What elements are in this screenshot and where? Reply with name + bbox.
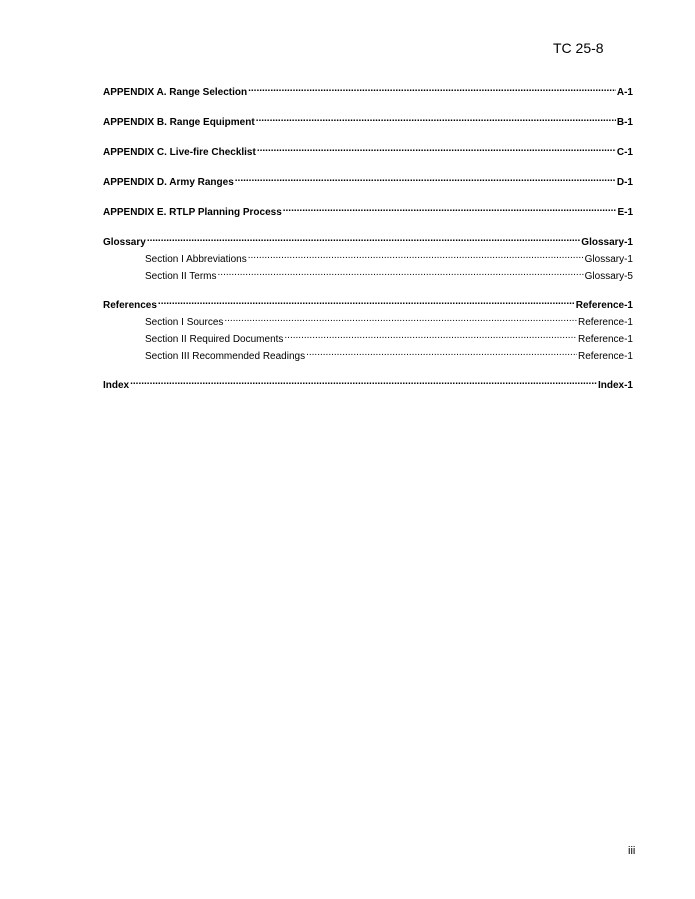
- table-of-contents: [103, 82, 633, 392]
- toc-entry-page: Glossary-1: [584, 254, 633, 265]
- toc-entry-page: Reference-1: [577, 351, 633, 362]
- document-number: TC 25-8: [553, 40, 604, 56]
- toc-entry-references-recommended-readings[interactable]: [103, 346, 633, 363]
- toc-entry-page: Index-1: [597, 380, 633, 391]
- toc-entry-page: Glossary-1: [581, 237, 633, 248]
- dot-leader: [256, 112, 616, 125]
- toc-entry-page: E-1: [617, 207, 633, 218]
- toc-entry-appendix-d[interactable]: [103, 172, 633, 189]
- dot-leader: [248, 249, 584, 262]
- toc-entry-page: C-1: [616, 147, 633, 158]
- toc-entry-appendix-c[interactable]: [103, 142, 633, 159]
- toc-entry-label: APPENDIX B. Range Equipment: [103, 117, 255, 128]
- toc-entry-appendix-a[interactable]: [103, 82, 633, 99]
- dot-leader: [147, 232, 580, 245]
- toc-entry-label: APPENDIX C. Live-fire Checklist: [103, 147, 256, 158]
- toc-entry-page: D-1: [616, 177, 633, 188]
- toc-entry-references[interactable]: [103, 295, 633, 312]
- dot-leader: [306, 346, 577, 359]
- toc-entry-appendix-b[interactable]: [103, 112, 633, 129]
- toc-entry-glossary[interactable]: [103, 232, 633, 249]
- toc-entry-label: APPENDIX A. Range Selection: [103, 87, 248, 98]
- toc-entry-label: Index: [103, 380, 130, 391]
- dot-leader: [130, 375, 597, 388]
- toc-entry-glossary-terms[interactable]: [103, 266, 633, 283]
- toc-entry-references-sources[interactable]: [103, 312, 633, 329]
- toc-entry-page: Reference-1: [577, 334, 633, 345]
- toc-entry-page: Reference-1: [577, 317, 633, 328]
- toc-entry-page: B-1: [616, 117, 633, 128]
- dot-leader: [257, 142, 616, 155]
- dot-leader: [284, 329, 577, 342]
- toc-entry-label: Section I Abbreviations: [145, 254, 247, 265]
- toc-entry-label: APPENDIX D. Army Ranges: [103, 177, 234, 188]
- toc-entry-index[interactable]: [103, 375, 633, 392]
- toc-entry-label: Section II Required Documents: [145, 334, 284, 345]
- toc-entry-glossary-abbreviations[interactable]: [103, 249, 633, 266]
- dot-leader: [248, 82, 616, 95]
- toc-entry-label: References: [103, 300, 157, 311]
- toc-entry-page: Glossary-5: [584, 271, 633, 282]
- toc-entry-appendix-e[interactable]: [103, 202, 633, 219]
- toc-entry-label: APPENDIX E. RTLP Planning Process: [103, 207, 282, 218]
- toc-entry-label: Section I Sources: [145, 317, 224, 328]
- toc-entry-label: Section III Recommended Readings: [145, 351, 306, 362]
- toc-entry-label: Glossary: [103, 237, 146, 248]
- toc-entry-page: Reference-1: [575, 300, 633, 311]
- dot-leader: [283, 202, 617, 215]
- dot-leader: [218, 266, 584, 279]
- toc-entry-references-required-documents[interactable]: [103, 329, 633, 346]
- page-number: iii: [628, 845, 636, 857]
- toc-entry-label: Section II Terms: [145, 271, 217, 282]
- toc-entry-page: A-1: [616, 87, 633, 98]
- dot-leader: [235, 172, 616, 185]
- dot-leader: [224, 312, 577, 325]
- dot-leader: [158, 295, 575, 308]
